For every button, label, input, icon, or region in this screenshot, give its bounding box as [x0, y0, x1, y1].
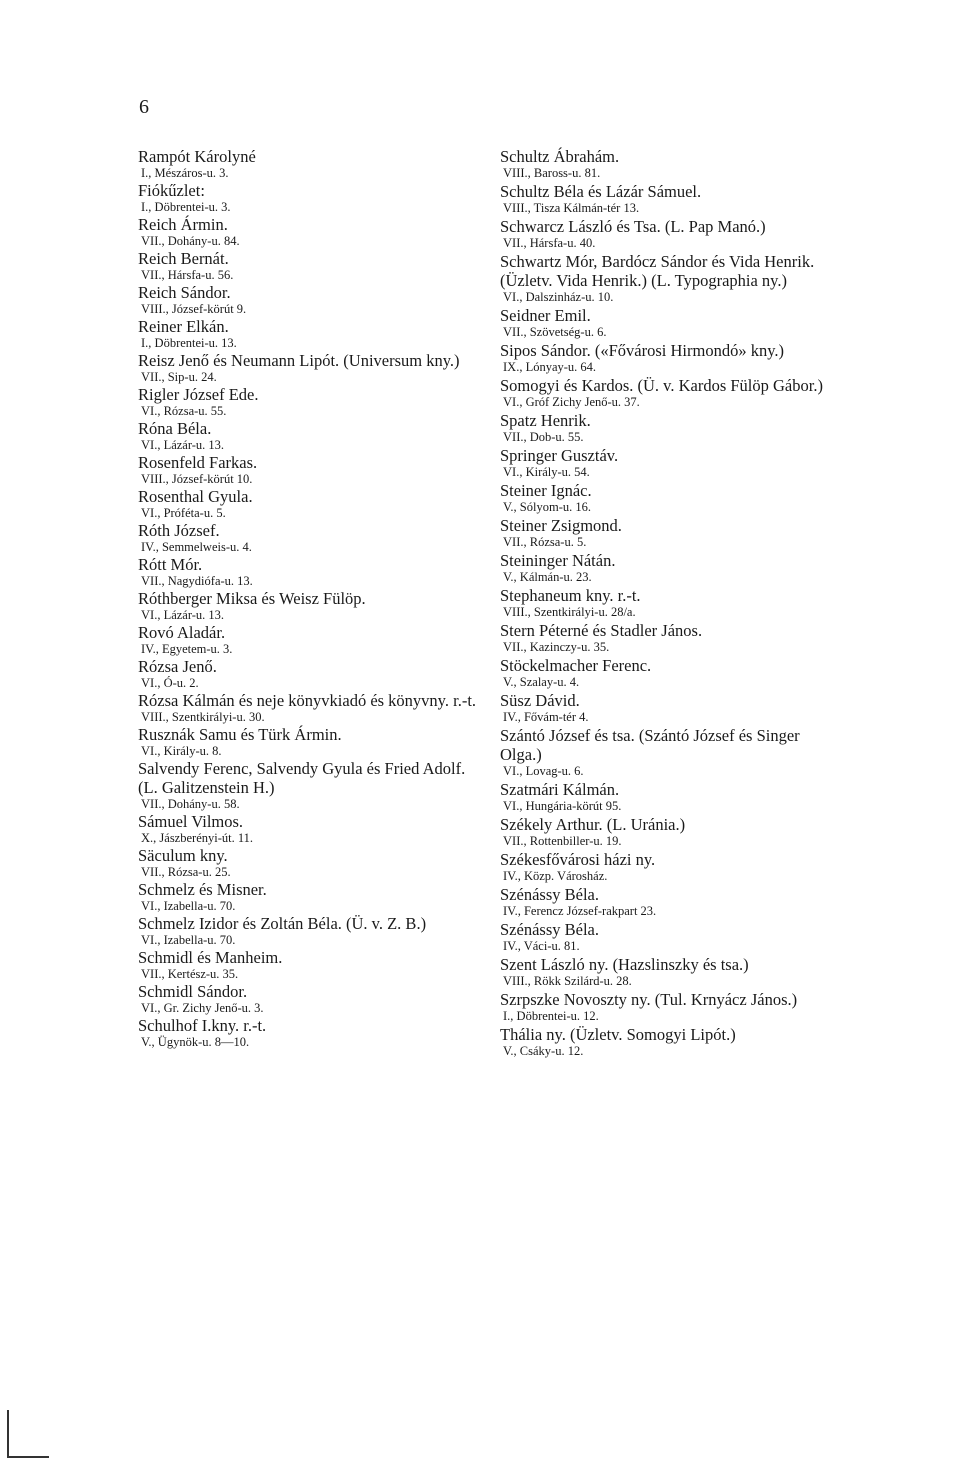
entry-name: Róth József.	[138, 521, 220, 540]
entry-address: VII., Szövetség-u. 6.	[503, 325, 607, 339]
entry-name: Stöckelmacher Ferenc.	[500, 656, 652, 675]
entry-address: IV., Ferencz József-rakpart 23.	[503, 904, 657, 918]
entry-address: VI., Lázár-u. 13.	[141, 608, 225, 622]
entry-name: Stern Péterné és Stadler János.	[500, 621, 703, 640]
entry-address: VI., Lovag-u. 6.	[503, 764, 584, 778]
directory-entry	[138, 283, 483, 317]
entry-name: Reich Ármin.	[138, 215, 228, 234]
entry-address: VI., Ó-u. 2.	[141, 676, 199, 690]
entry-name: Sámuel Vilmos.	[138, 812, 244, 831]
entry-address: VI., Király-u. 54.	[503, 465, 590, 479]
directory-entry	[138, 487, 483, 521]
directory-entry	[500, 586, 845, 620]
directory-entry	[138, 453, 483, 487]
entry-address: VII., Hársfa-u. 40.	[503, 236, 596, 250]
entry-name: Schwarcz László és Tsa. (L. Pap Manó.)	[500, 217, 766, 236]
entry-address: VII., Rózsa-u. 25.	[141, 865, 231, 879]
entry-name: Schwartz Mór, Bardócz Sándor és Vida Henrik. (Üzletv. Vida Henrik.) (L. Typographia ny.)	[500, 252, 815, 290]
entry-address: VI., Izabella-u. 70.	[141, 899, 236, 913]
directory-entry	[138, 812, 483, 846]
directory-entry	[500, 306, 845, 340]
directory-entry	[138, 1016, 483, 1050]
entry-address: V., Csáky-u. 12.	[503, 1044, 584, 1058]
directory-entry	[500, 955, 845, 989]
entry-name: Rózsa Kálmán és neje könyvkiadó és könyvny. r.-t.	[138, 691, 477, 710]
entry-address: VIII., József-körút 9.	[141, 302, 247, 316]
entry-name: Rosenfeld Farkas.	[138, 453, 258, 472]
entry-name: Rózsa Jenő.	[138, 657, 217, 676]
directory-entry	[138, 880, 483, 914]
directory-entry	[138, 147, 483, 181]
directory-entry	[500, 411, 845, 445]
directory-entry	[138, 759, 483, 812]
entry-address: VII., Rózsa-u. 5.	[503, 535, 587, 549]
entry-name: Szénássy Béla.	[500, 885, 599, 904]
entry-address: VIII., József-körút 10.	[141, 472, 253, 486]
directory-entry	[500, 252, 845, 305]
directory-entry	[500, 182, 845, 216]
entry-name: Steiner Ignác.	[500, 481, 592, 500]
entry-address: VI., Rózsa-u. 55.	[141, 404, 227, 418]
entry-name: Szent László ny. (Hazslinszky és tsa.)	[500, 955, 749, 974]
entry-address: IX., Lónyay-u. 64.	[503, 360, 597, 374]
directory-entry	[138, 623, 483, 657]
scan-corner-mark-horizontal	[7, 1456, 49, 1458]
entry-name: Schmidl és Manheim.	[138, 948, 283, 967]
entry-name: Seidner Emil.	[500, 306, 591, 325]
entry-name: Schmidl Sándor.	[138, 982, 248, 1001]
entry-address: VII., Dob-u. 55.	[503, 430, 584, 444]
directory-entry	[500, 147, 845, 181]
entry-address: VIII., Rökk Szilárd-u. 28.	[503, 974, 632, 988]
directory-entry	[500, 376, 845, 410]
entry-name: Róthberger Miksa és Weisz Fülöp.	[138, 589, 366, 608]
directory-entry	[138, 249, 483, 283]
directory-entry	[500, 691, 845, 725]
directory-entry	[500, 990, 845, 1024]
entry-name: Rovó Aladár.	[138, 623, 226, 642]
entry-name: Sipos Sándor. («Fővárosi Hirmondó» kny.)	[500, 341, 785, 360]
directory-entry	[500, 217, 845, 251]
directory-entry	[500, 516, 845, 550]
entry-name: Szrpszke Novoszty ny. (Tul. Krnyácz János.)	[500, 990, 798, 1009]
entry-address: VI., Hungária-körút 95.	[503, 799, 622, 813]
entry-address: IV., Semmelweis-u. 4.	[141, 540, 252, 554]
entry-address: VI., Dalszinház-u. 10.	[503, 290, 614, 304]
entry-name: Reisz Jenő és Neumann Lipót. (Universum kny.)	[138, 351, 460, 370]
entry-name: Fiókűzlet:	[138, 181, 205, 200]
directory-entry	[500, 815, 845, 849]
page-number: 6	[139, 96, 149, 118]
directory-entry	[138, 982, 483, 1016]
entry-address: VII., Hársfa-u. 56.	[141, 268, 234, 282]
directory-entry	[138, 589, 483, 623]
entry-name: Szatmári Kálmán.	[500, 780, 620, 799]
entry-address: VII., Nagydiófa-u. 13.	[141, 574, 253, 588]
entry-address: IV., Váci-u. 81.	[503, 939, 580, 953]
entry-address: VII., Dohány-u. 84.	[141, 234, 240, 248]
directory-entry	[138, 351, 483, 385]
directory-entry	[500, 920, 845, 954]
entry-address: IV., Egyetem-u. 3.	[141, 642, 233, 656]
directory-entry	[138, 385, 483, 419]
entry-name: Stephaneum kny. r.-t.	[500, 586, 641, 605]
directory-entry	[138, 317, 483, 351]
entry-address: VII., Sip-u. 24.	[141, 370, 217, 384]
entry-address: VIII., Szentkirályi-u. 30.	[141, 710, 265, 724]
entry-address: VII., Kertész-u. 35.	[141, 967, 239, 981]
entry-address: VI., Próféta-u. 5.	[141, 506, 226, 520]
directory-entry	[500, 726, 845, 779]
entry-address: VIII., Baross-u. 81.	[503, 166, 601, 180]
entry-name: Säculum kny.	[138, 846, 228, 865]
entry-name: Reich Bernát.	[138, 249, 229, 268]
entry-address: V., Szalay-u. 4.	[503, 675, 580, 689]
entry-name: Rusznák Samu és Türk Ármin.	[138, 725, 342, 744]
scan-corner-mark	[7, 1410, 9, 1458]
entry-name: Schmelz Izidor és Zoltán Béla. (Ü. v. Z. B.)	[138, 914, 427, 933]
directory-entry	[500, 1025, 845, 1059]
entry-name: Steiner Zsigmond.	[500, 516, 622, 535]
entry-address: V., Sólyom-u. 16.	[503, 500, 591, 514]
entry-address: I., Döbrentei-u. 12.	[503, 1009, 599, 1023]
directory-entry	[500, 341, 845, 375]
entry-name: Szántó József és tsa. (Szántó József és Singer Olga.)	[500, 726, 800, 764]
entry-address: X., Jászberényi-út. 11.	[141, 831, 254, 845]
directory-entry	[138, 846, 483, 880]
directory-entry	[500, 551, 845, 585]
entry-name: Steininger Nátán.	[500, 551, 616, 570]
directory-entry	[138, 914, 483, 948]
entry-name: Reich Sándor.	[138, 283, 231, 302]
entry-address: VII., Dohány-u. 58.	[141, 797, 240, 811]
directory-entry	[138, 725, 483, 759]
directory-entry	[138, 555, 483, 589]
entry-address: VII., Rottenbiller-u. 19.	[503, 834, 622, 848]
entry-address: VI., Gr. Zichy Jenő-u. 3.	[141, 1001, 264, 1015]
entry-name: Schultz Béla és Lázár Sámuel.	[500, 182, 702, 201]
directory-entry	[138, 657, 483, 691]
entry-name: Székely Arthur. (L. Uránia.)	[500, 815, 686, 834]
entry-name: Reiner Elkán.	[138, 317, 229, 336]
entry-name: Rosenthal Gyula.	[138, 487, 253, 506]
directory-entry	[500, 656, 845, 690]
directory-entry	[500, 446, 845, 480]
entry-address: VI., Gróf Zichy Jenő-u. 37.	[503, 395, 640, 409]
right-column	[500, 147, 845, 1060]
directory-entry	[138, 948, 483, 982]
entry-address: I., Döbrentei-u. 3.	[141, 200, 231, 214]
directory-entry	[138, 691, 483, 725]
entry-address: V., Ügynök-u. 8—10.	[141, 1035, 250, 1049]
entry-name: Somogyi és Kardos. (Ü. v. Kardos Fülöp Gábor.)	[500, 376, 823, 395]
directory-entry	[500, 481, 845, 515]
entry-address: VII., Kazinczy-u. 35.	[503, 640, 610, 654]
entry-name: Székesfővárosi házi ny.	[500, 850, 656, 869]
entry-address: I., Döbrentei-u. 13.	[141, 336, 237, 350]
directory-entry	[500, 850, 845, 884]
entry-name: Szénássy Béla.	[500, 920, 599, 939]
entry-name: Rótt Mór.	[138, 555, 203, 574]
directory-entry	[500, 780, 845, 814]
entry-address: IV., Fővám-tér 4.	[503, 710, 589, 724]
directory-entry	[138, 181, 483, 215]
entry-address: VI., Izabella-u. 70.	[141, 933, 236, 947]
directory-entry	[500, 885, 845, 919]
entry-address: IV., Közp. Városház.	[503, 869, 608, 883]
entry-name: Schultz Ábrahám.	[500, 147, 620, 166]
entry-name: Róna Béla.	[138, 419, 212, 438]
directory-entry	[138, 215, 483, 249]
entry-address: V., Kálmán-u. 23.	[503, 570, 592, 584]
entry-name: Thália ny. (Üzletv. Somogyi Lipót.)	[500, 1025, 736, 1044]
entry-address: VIII., Szentkirályi-u. 28/a.	[503, 605, 636, 619]
entry-address: VI., Király-u. 8.	[141, 744, 222, 758]
entry-name: Rampót Károlyné	[138, 147, 256, 166]
entry-address: VI., Lázár-u. 13.	[141, 438, 225, 452]
entry-name: Springer Gusztáv.	[500, 446, 619, 465]
entry-name: Salvendy Ferenc, Salvendy Gyula és Fried Adolf. (L. Galitzenstein H.)	[138, 759, 466, 797]
left-column	[138, 147, 483, 1050]
directory-entry	[500, 621, 845, 655]
entry-name: Süsz Dávid.	[500, 691, 580, 710]
entry-name: Schmelz és Misner.	[138, 880, 267, 899]
entry-address: I., Mészáros-u. 3.	[141, 166, 229, 180]
entry-name: Rigler József Ede.	[138, 385, 259, 404]
directory-entry	[138, 521, 483, 555]
directory-entry	[138, 419, 483, 453]
entry-name: Spatz Henrik.	[500, 411, 591, 430]
entry-address: VIII., Tisza Kálmán-tér 13.	[503, 201, 640, 215]
entry-name: Schulhof I.kny. r.-t.	[138, 1016, 267, 1035]
